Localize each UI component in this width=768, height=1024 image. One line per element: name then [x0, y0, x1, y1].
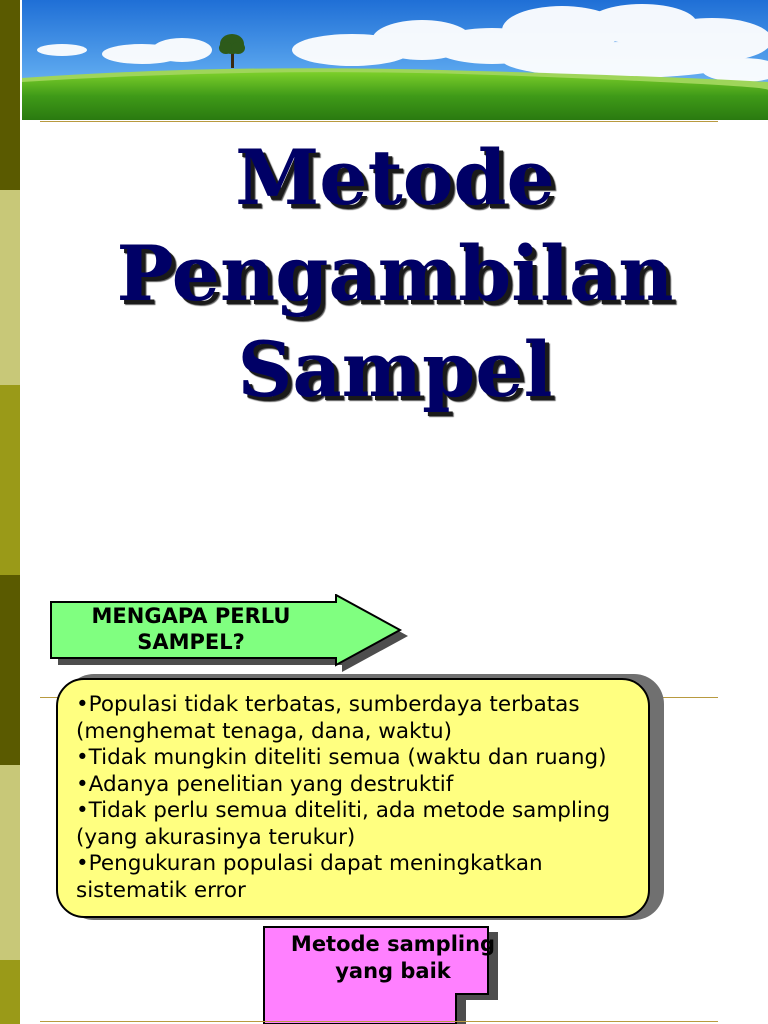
landscape-banner [22, 0, 768, 120]
title-line: Sampel [237, 325, 553, 414]
reason-line: (menghemat tenaga, dana, waktu) [76, 718, 452, 744]
divider-line [40, 1021, 718, 1022]
side-stripe [0, 765, 20, 960]
reason-line: (yang akurasinya terukur) [76, 824, 356, 850]
reason-line: •Pengukuran populasi dapat meningkatkan [76, 851, 543, 876]
why-sample-label: MENGAPA PERLU SAMPEL? [91, 604, 291, 654]
side-stripe [0, 960, 20, 1024]
divider-line [40, 121, 718, 122]
good-sampling-label: Metode sampling yang baik [290, 932, 496, 983]
reason-line: •Populasi tidak terbatas, sumberdaya terbatas [76, 692, 580, 717]
side-stripe [0, 385, 20, 575]
reason-line: •Adanya penelitian yang destruktif [76, 771, 454, 797]
side-stripe [0, 0, 20, 190]
reason-line: sistematik error [76, 877, 246, 903]
reasons-list [76, 692, 646, 904]
reason-line: •Tidak mungkin diteliti semua (waktu dan ruang) [76, 745, 607, 770]
landscape-image [22, 0, 768, 120]
side-stripe [0, 575, 20, 765]
title-line: Pengambilan [116, 229, 674, 318]
side-stripe [0, 190, 20, 385]
slide-title [22, 130, 768, 418]
title-line: Metode [235, 133, 555, 222]
reason-line: •Tidak perlu semua diteliti, ada metode sampling [76, 798, 611, 823]
